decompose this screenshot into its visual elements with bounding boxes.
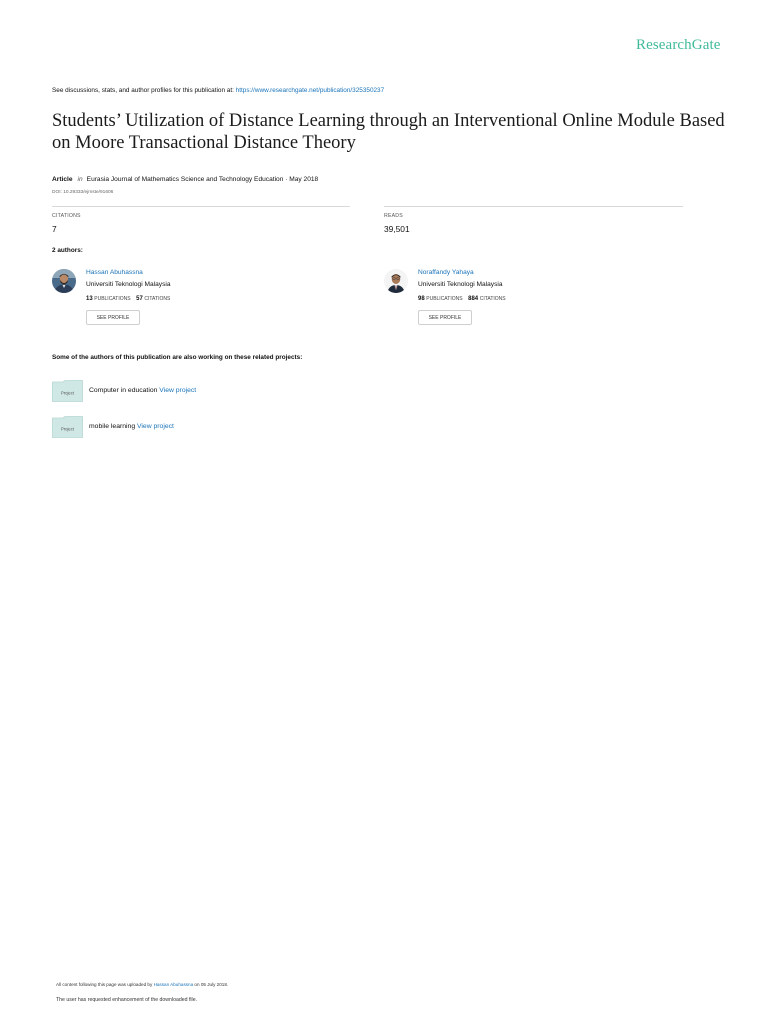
project-folder-label: Project bbox=[60, 390, 75, 396]
reads-label: READS bbox=[384, 213, 403, 219]
publications-label: PUBLICATIONS bbox=[426, 296, 463, 302]
author-card bbox=[52, 269, 352, 339]
article-type: Article bbox=[52, 176, 73, 183]
author-card bbox=[384, 269, 684, 339]
reads-value: 39,501 bbox=[384, 224, 410, 234]
author-institution: Universiti Teknologi Malaysia bbox=[418, 281, 503, 288]
see-text: See discussions, stats, and author profiles for this publication at: bbox=[52, 87, 236, 94]
view-project-link[interactable]: View project bbox=[137, 423, 174, 430]
upload-note-prefix: All content following this page was uploaded by bbox=[56, 982, 154, 987]
author-name[interactable]: Noraffandy Yahaya bbox=[418, 269, 474, 276]
publication-url[interactable]: https://www.researchgate.net/publication/325350237 bbox=[235, 87, 385, 94]
author-citations-label: CITATIONS bbox=[144, 296, 171, 302]
related-projects-heading: Some of the authors of this publication are also working on these related projects: bbox=[52, 354, 303, 361]
project-label bbox=[89, 423, 174, 430]
article-meta bbox=[52, 176, 318, 183]
citations-divider bbox=[52, 206, 350, 207]
author-citations-label: CITATIONS bbox=[479, 296, 506, 302]
article-in: in bbox=[77, 176, 83, 183]
project-name: Computer in education bbox=[89, 387, 158, 394]
authors-heading: 2 authors: bbox=[52, 247, 83, 254]
project-folder-icon bbox=[52, 416, 83, 438]
project-item bbox=[52, 380, 452, 406]
citations-label: CITATIONS bbox=[52, 213, 81, 219]
see-profile-button[interactable]: SEE PROFILE bbox=[418, 310, 472, 325]
avatar[interactable] bbox=[52, 269, 76, 293]
project-item bbox=[52, 416, 452, 442]
upload-note bbox=[56, 982, 228, 987]
journal-name: Eurasia Journal of Mathematics Science and Technology Education · May 2018 bbox=[86, 176, 319, 183]
project-name: mobile learning bbox=[89, 423, 136, 430]
publications-label: PUBLICATIONS bbox=[94, 296, 131, 302]
citations-value: 7 bbox=[52, 224, 57, 234]
uploader-link[interactable]: Hassan Abuhassna bbox=[153, 982, 194, 987]
author-institution: Universiti Teknologi Malaysia bbox=[86, 281, 171, 288]
publications-count: 13 bbox=[86, 296, 93, 302]
author-citations-count: 57 bbox=[136, 296, 143, 302]
enhancement-note: The user has requested enhancement of the downloaded file. bbox=[56, 997, 198, 1003]
project-folder-label: Project bbox=[60, 426, 75, 432]
author-stats bbox=[86, 296, 174, 302]
article-title: Students’ Utilization of Distance Learning through an Interventional Online Module Based on Moore Transactional Distance Theory bbox=[52, 111, 725, 153]
upload-note-suffix: on 05 July 2018. bbox=[193, 982, 229, 987]
author-name[interactable]: Hassan Abuhassna bbox=[86, 269, 143, 276]
publications-count: 98 bbox=[418, 296, 425, 302]
see-profile-button[interactable]: SEE PROFILE bbox=[86, 310, 140, 325]
project-folder-icon bbox=[52, 380, 83, 402]
author-citations-count: 884 bbox=[468, 296, 479, 302]
reads-divider bbox=[384, 206, 683, 207]
publication-link-line bbox=[52, 87, 384, 94]
researchgate-logo[interactable]: ResearchGate bbox=[636, 37, 721, 53]
author-stats bbox=[418, 296, 510, 302]
avatar[interactable] bbox=[384, 269, 408, 293]
view-project-link[interactable]: View project bbox=[159, 387, 197, 394]
article-doi: DOI: 10.29333/ejmste/91606 bbox=[52, 190, 114, 195]
project-label bbox=[89, 387, 196, 394]
